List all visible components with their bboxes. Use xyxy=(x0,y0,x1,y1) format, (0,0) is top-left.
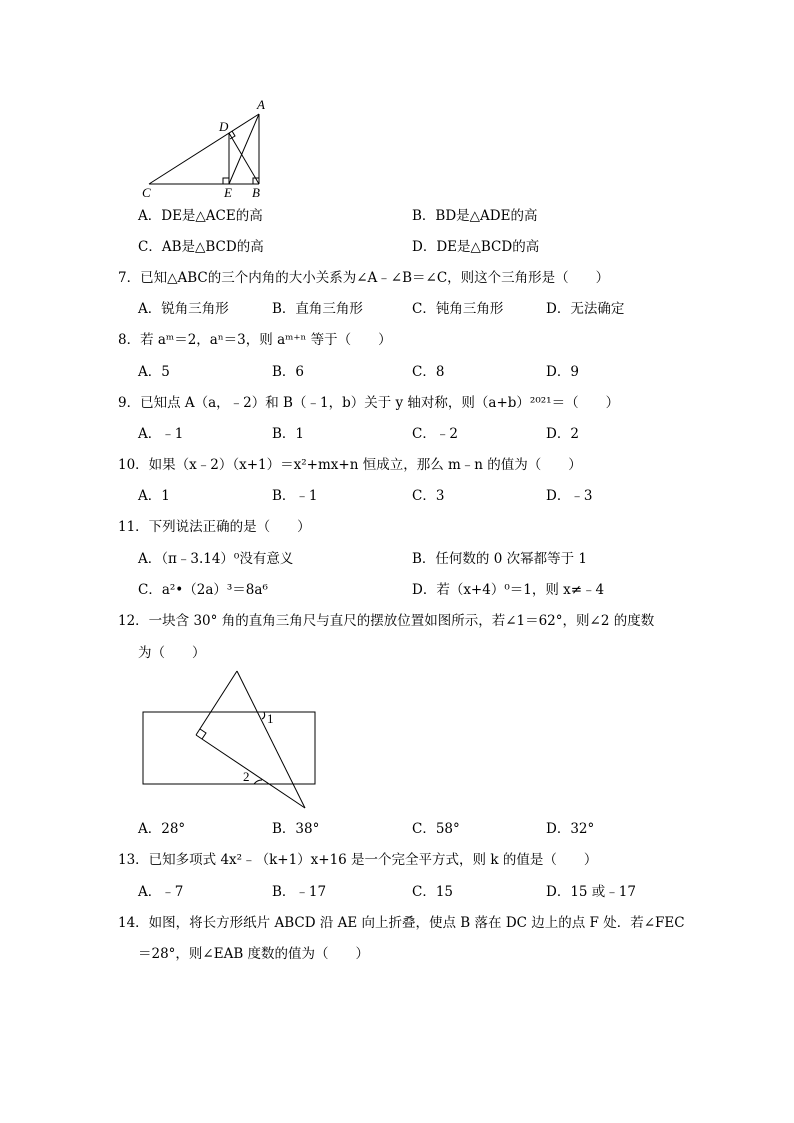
angle-1-label: 1 xyxy=(267,711,274,726)
q6-option-b: B．BD是△ADE的高 xyxy=(412,208,538,224)
q12-option-b: B．38° xyxy=(272,821,320,837)
q9-option-d: D．2 xyxy=(546,426,579,442)
q6-option-c: C．AB是△BCD的高 xyxy=(138,239,264,255)
q11-option-d: D．若（x+4）⁰＝1，则 x≠﹣4 xyxy=(412,582,605,598)
q11-option-a: A．（π﹣3.14）⁰没有意义 xyxy=(138,551,294,567)
q9-option-c: C．﹣2 xyxy=(412,426,458,442)
segment-ca xyxy=(149,114,259,184)
q7-option-a: A．锐角三角形 xyxy=(138,301,229,317)
q8-stem: 8．若 aᵐ＝2，aⁿ＝3，则 aᵐ⁺ⁿ 等于（ ） xyxy=(118,332,392,348)
q10-option-c: C．3 xyxy=(412,488,445,504)
label-e: E xyxy=(224,185,232,200)
angle-2-arc xyxy=(254,780,262,784)
q8-option-c: C．8 xyxy=(412,364,445,380)
q8-option-b: B．6 xyxy=(272,364,305,380)
q10-option-b: B．﹣1 xyxy=(272,488,318,504)
right-angle-mark xyxy=(200,729,206,739)
q11-option-b: B．任何数的 0 次幂都等于 1 xyxy=(412,551,587,567)
ruler-triangle-figure-q12 xyxy=(138,668,324,814)
q12-stem-line1: 12．一块含 30° 角的直角三角尺与直尺的摆放位置如图所示，若∠1＝62°，则∠2 的度数 xyxy=(118,613,655,629)
q7-option-d: D．无法确定 xyxy=(546,301,625,317)
label-d: D xyxy=(219,119,229,134)
triangle-side-left xyxy=(196,671,237,735)
q7-option-c: C．钝角三角形 xyxy=(412,301,504,317)
q6-option-a: A．DE是△ACE的高 xyxy=(138,208,263,224)
q12-option-a: A．28° xyxy=(138,821,186,837)
q12-option-c: C．58° xyxy=(412,821,460,837)
q7-option-b: B．直角三角形 xyxy=(272,301,363,317)
q6-option-d: D．DE是△BCD的高 xyxy=(412,239,540,255)
right-angle-mark-e xyxy=(223,178,229,184)
q13-option-b: B．﹣17 xyxy=(272,884,327,900)
q12-stem-line2: 为（ ） xyxy=(138,645,206,661)
label-b: B xyxy=(252,185,260,200)
q8-option-d: D．9 xyxy=(546,364,579,380)
q10-option-d: D．﹣3 xyxy=(546,488,593,504)
angle-1-arc xyxy=(262,712,265,719)
q14-stem-line2: ＝28°，则∠EAB 度数的值为（ ） xyxy=(138,946,370,962)
q13-option-a: A．﹣7 xyxy=(138,884,184,900)
q9-option-b: B．1 xyxy=(272,426,305,442)
q10-stem: 10．如果（x﹣2）（x+1）＝x²+mx+n 恒成立，那么 m﹣n 的值为（ ） xyxy=(118,457,582,473)
q9-option-a: A．﹣1 xyxy=(138,426,184,442)
q7-stem: 7．已知△ABC的三个内角的大小关系为∠A﹣∠B＝∠C，则这个三角形是（ ） xyxy=(118,270,610,286)
angle-2-label: 2 xyxy=(243,769,250,784)
q11-option-c: C．a²•（2a）³＝8a⁶ xyxy=(138,582,268,598)
triangle-hypotenuse xyxy=(237,671,305,808)
triangle-figure-q6 xyxy=(138,96,278,202)
q12-option-d: D．32° xyxy=(546,821,595,837)
q11-stem: 11．下列说法正确的是（ ） xyxy=(118,519,311,535)
label-a: A xyxy=(257,97,265,112)
label-c: C xyxy=(142,185,151,200)
q10-option-a: A．1 xyxy=(138,488,170,504)
q9-stem: 9．已知点 A（a，﹣2）和 B（﹣1，b）关于 y 轴对称，则（a+b）²⁰²¹＝（ ） xyxy=(118,395,620,411)
triangle-side-bottom xyxy=(196,735,305,808)
q13-option-d: D．15 或﹣17 xyxy=(546,884,636,900)
segment-db xyxy=(229,133,259,184)
q13-stem: 13．已知多项式 4x²﹣（k+1）x+16 是一个完全平方式，则 k 的值是（ ） xyxy=(118,852,598,868)
q14-stem-line1: 14．如图，将长方形纸片 ABCD 沿 AE 向上折叠，使点 B 落在 DC 边上的点 F 处．若∠FEC xyxy=(118,915,685,931)
q13-option-c: C．15 xyxy=(412,884,454,900)
segment-ae xyxy=(229,114,259,184)
ruler-rectangle xyxy=(143,712,315,784)
q8-option-a: A．5 xyxy=(138,364,170,380)
